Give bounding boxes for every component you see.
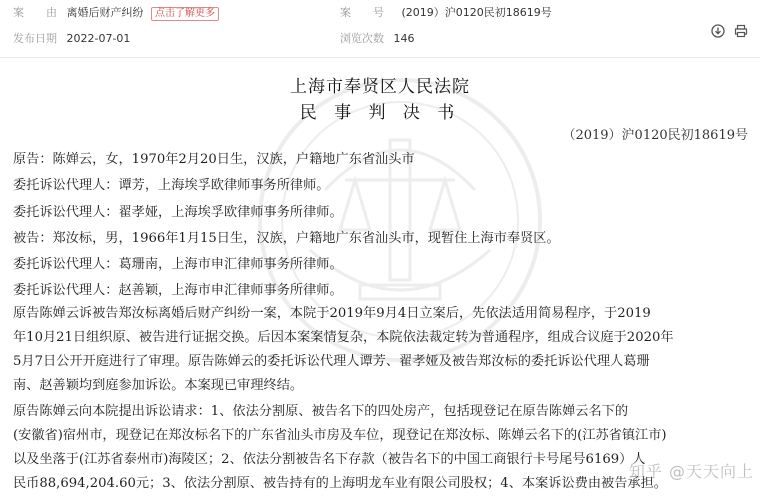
paragraph-line: 民币88,694,204.60元；3、依法分割原、被告持有的上海明龙车业有限公司股权；4、本案诉讼费由被告承担。 [13, 476, 667, 491]
learn-more-button[interactable]: 点击了解更多 [151, 7, 219, 21]
paragraph-line: 年10月21日组织原、被告进行证据交换。后因本案案情复杂，本院依法裁定转为普通程序，组成合议庭于2020年 [13, 330, 674, 345]
publish-date-row [13, 30, 130, 48]
paragraph-line: 南、赵善颖均到庭参加诉讼。本案现已审理终结。 [13, 378, 304, 393]
plaintiff-agent-line-1: 委托诉讼代理人：谭芳，上海埃孚欧律师事务所律师。 [13, 178, 330, 193]
case-meta-header [0, 0, 760, 60]
paragraph-line: (安徽省)宿州市，现登记在郑汝标名下的广东省汕头市房及车位，现登记在郑汝标、陈婵云名下的(江苏省镇江市) [13, 428, 667, 443]
views-value: 146 [393, 32, 415, 45]
procedure-paragraph [13, 302, 753, 398]
views-label: 浏览次数 [340, 32, 384, 45]
case-number-value: (2019）沪0120民初18619号 [401, 6, 552, 19]
download-icon[interactable] [711, 24, 725, 38]
case-cause-row [13, 4, 219, 22]
document-type-title: 民 事 判 决 书 [299, 103, 461, 123]
paragraph-line: 以及坐落于(江苏省泰州市)海陵区；2、依法分割被告名下存款（被告名下的中国工商银行卡号尾号6169）人 [13, 452, 646, 467]
paragraph-line: 5月7日公开开庭进行了审理。原告陈婵云的委托诉讼代理人谭芳、翟孝娅及被告郑汝标的委托诉讼代理人葛珊 [13, 354, 650, 369]
publish-date-value: 2022-07-01 [66, 32, 131, 45]
document-case-number: （2019）沪0120民初18619号 [562, 128, 748, 143]
print-icon[interactable] [734, 24, 748, 38]
case-number-row [340, 4, 552, 22]
paragraph-line: 原告陈婵云向本院提出诉讼请求：1、依法分割原、被告名下的四处房产，包括现登记在原告陈婵云名下的 [13, 404, 629, 419]
zhihu-watermark: 知乎 @天天向上 [628, 462, 754, 481]
toolbar [705, 24, 749, 38]
publish-date-label: 发布日期 [13, 32, 57, 45]
case-cause-value: 离婚后财产纠纷 [66, 6, 144, 19]
case-number-label: 案 号 [340, 6, 384, 19]
defendant-agent-line-1: 委托诉讼代理人：葛珊南，上海市申汇律师事务所律师。 [13, 257, 343, 272]
defendant-agent-line-2: 委托诉讼代理人：赵善颖，上海市申汇律师事务所律师。 [13, 283, 343, 298]
views-row [340, 30, 415, 48]
plaintiff-line: 原告：陈婵云，女，1970年2月20日生，汉族，户籍地广东省汕头市 [13, 152, 415, 167]
plaintiff-agent-line-2: 委托诉讼代理人：翟孝娅，上海埃孚欧律师事务所律师。 [13, 205, 343, 220]
case-cause-label: 案 由 [13, 6, 57, 19]
defendant-line: 被告：郑汝标，男，1966年1月15日生，汉族，户籍地广东省汕头市，现暂住上海市奉贤区。 [13, 231, 560, 246]
court-name: 上海市奉贤区人民法院 [290, 77, 470, 97]
header-divider [0, 57, 760, 58]
paragraph-line: 原告陈婵云诉被告郑汝标离婚后财产纠纷一案，本院于2019年9月4日立案后，先依法适用简易程序，于2019 [13, 306, 651, 321]
